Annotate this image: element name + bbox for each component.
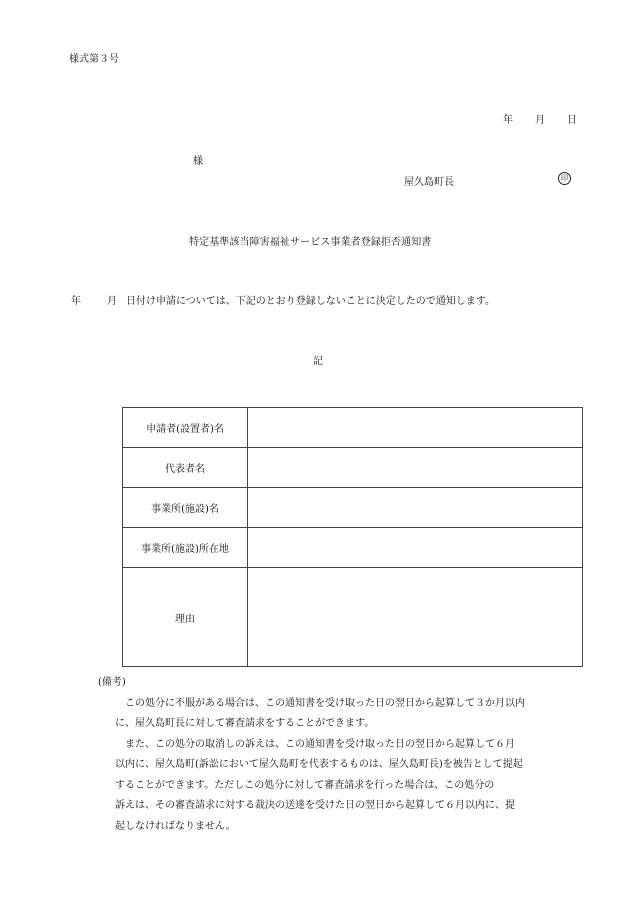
remarks-section xyxy=(98,673,590,837)
notice-year-label: 年 xyxy=(71,296,81,307)
addressee-suffix: 様 xyxy=(193,156,203,167)
table-row xyxy=(123,528,583,568)
seal-mark: 印 xyxy=(558,172,571,185)
remarks-line: この処分に不服がある場合は、この通知書を受け取った日の翌日から起算して３か月以内 xyxy=(115,697,525,709)
record-table xyxy=(122,407,583,667)
notice-month-label: 月 xyxy=(107,296,117,307)
row-value xyxy=(248,448,583,488)
table-row xyxy=(123,408,583,448)
remarks-line: に、屋久島町長に対して審査請求をすることができます。 xyxy=(115,718,375,729)
remarks-line: 以内に、屋久島町(訴訟において屋久島町を代表するものは、屋久島町長)を被告として提起 xyxy=(115,759,523,770)
remarks-line: することができます。ただしこの処分に対して審査請求を行った場合は、この処分の xyxy=(115,779,495,791)
table-row xyxy=(123,448,583,488)
row-value xyxy=(248,408,583,448)
form-number: 様式第３号 xyxy=(69,54,119,65)
table-row xyxy=(123,488,583,528)
row-value xyxy=(248,488,583,528)
row-value xyxy=(248,528,583,568)
document-title: 特定基準該当障害福祉サービス事業者登録拒否通知書 xyxy=(189,237,432,248)
row-label: 代表者名 xyxy=(123,448,248,488)
row-label: 理由 xyxy=(123,568,248,667)
row-value xyxy=(248,568,583,667)
row-label: 事業所(施設)名 xyxy=(123,488,248,528)
table-row xyxy=(123,568,583,667)
remarks-line: 訴えは、その審査請求に対する裁決の送達を受けた日の翌日から起算して６月以内に、提 xyxy=(115,800,515,811)
remarks-line: また、この処分の取消しの訴えは、この通知書を受け取った日の翌日から起算して６月 xyxy=(115,738,515,750)
remarks-line: 起しなければなりません。 xyxy=(115,820,236,832)
ki-heading: 記 xyxy=(313,356,323,367)
date-year-label: 年 xyxy=(503,115,513,126)
notice-sentence xyxy=(71,292,495,307)
date-month-label: 月 xyxy=(535,115,545,126)
remarks-heading: (備考) xyxy=(98,677,126,688)
issuer-name: 屋久島町長 xyxy=(404,177,454,188)
row-label: 申請者(設置者)名 xyxy=(123,408,248,448)
notice-text: 日付け申請については、下記のとおり登録しないことに決定したので通知します。 xyxy=(126,296,495,307)
date-line xyxy=(503,111,577,126)
row-label: 事業所(施設)所在地 xyxy=(123,528,248,568)
date-day-label: 日 xyxy=(567,115,577,126)
